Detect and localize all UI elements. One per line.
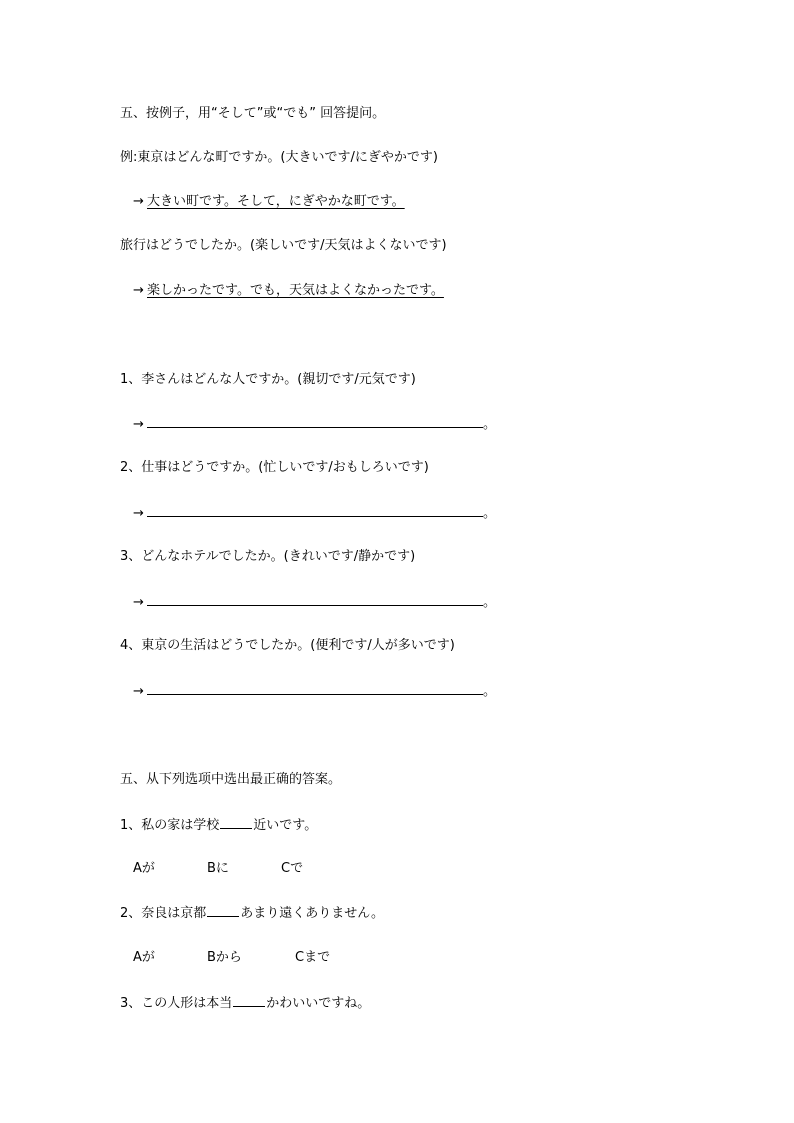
period: 。	[483, 595, 497, 610]
item3-answer-line	[133, 594, 496, 611]
item4-answer-line	[133, 683, 496, 700]
example2-question: 旅行はどうでしたか。(楽しいです/天気はよくないです)	[120, 238, 447, 253]
item1-answer-line	[133, 416, 496, 433]
item2-answer-line	[133, 505, 496, 522]
mc-question-2	[120, 905, 384, 922]
answer-blank[interactable]	[147, 683, 483, 695]
arrow-icon: →	[133, 595, 144, 610]
option-a[interactable]: Aが	[133, 950, 155, 965]
fill-blank[interactable]	[220, 817, 252, 829]
question-text-after: かわいいですね。	[266, 996, 371, 1011]
answer-blank[interactable]	[147, 416, 483, 428]
option-c[interactable]: Cまで	[295, 950, 331, 965]
example1-answer: 大きい町です。そして，にぎやかな町です。	[147, 194, 405, 209]
example1-answer-line	[133, 194, 405, 210]
period: 。	[483, 506, 497, 521]
answer-blank[interactable]	[147, 594, 483, 606]
question-text-after: あまり遠くありません。	[240, 906, 385, 921]
section1-title: 五、按例子，用“そして”或“でも” 回答提问。	[120, 106, 386, 121]
mc-question-1	[120, 817, 317, 834]
item2-question: 2、仕事はどうですか。(忙しいです/おもしろいです)	[120, 460, 429, 475]
item4-question: 4、東京の生活はどうでしたか。(便利です/人が多いです)	[120, 638, 455, 653]
section2-title: 五、从下列选项中选出最正确的答案。	[120, 772, 342, 787]
arrow-icon: →	[133, 684, 144, 699]
period: 。	[483, 684, 497, 699]
example2-answer: 楽しかったです。でも，天気はよくなかったです。	[147, 283, 444, 298]
mc-question-3	[120, 995, 370, 1012]
question-text-before: 2、奈良は京都	[120, 906, 207, 921]
arrow-icon: →	[133, 417, 144, 432]
example2-answer-line	[133, 283, 444, 299]
answer-blank[interactable]	[147, 505, 483, 517]
mc-options-2	[133, 950, 369, 966]
option-c[interactable]: Cで	[281, 861, 304, 876]
example1-question: 例:東京はどんな町ですか。(大きいです/にぎやかです)	[120, 150, 438, 165]
question-text-before: 3、この人形は本当	[120, 996, 233, 1011]
option-b[interactable]: Bに	[207, 861, 229, 876]
arrow-icon: →	[133, 506, 144, 521]
arrow-icon: →	[133, 194, 144, 209]
item3-question: 3、どんなホテルでしたか。(きれいです/静かです)	[120, 549, 416, 564]
option-b[interactable]: Bから	[207, 950, 242, 965]
mc-options-1	[133, 861, 355, 877]
question-text-after: 近いです。	[253, 818, 318, 833]
period: 。	[483, 417, 497, 432]
option-a[interactable]: Aが	[133, 861, 155, 876]
fill-blank[interactable]	[207, 905, 239, 917]
fill-blank[interactable]	[233, 995, 265, 1007]
question-text-before: 1、私の家は学校	[120, 818, 220, 833]
arrow-icon: →	[133, 283, 144, 298]
item1-question: 1、李さんはどんな人ですか。(親切です/元気です)	[120, 372, 416, 387]
